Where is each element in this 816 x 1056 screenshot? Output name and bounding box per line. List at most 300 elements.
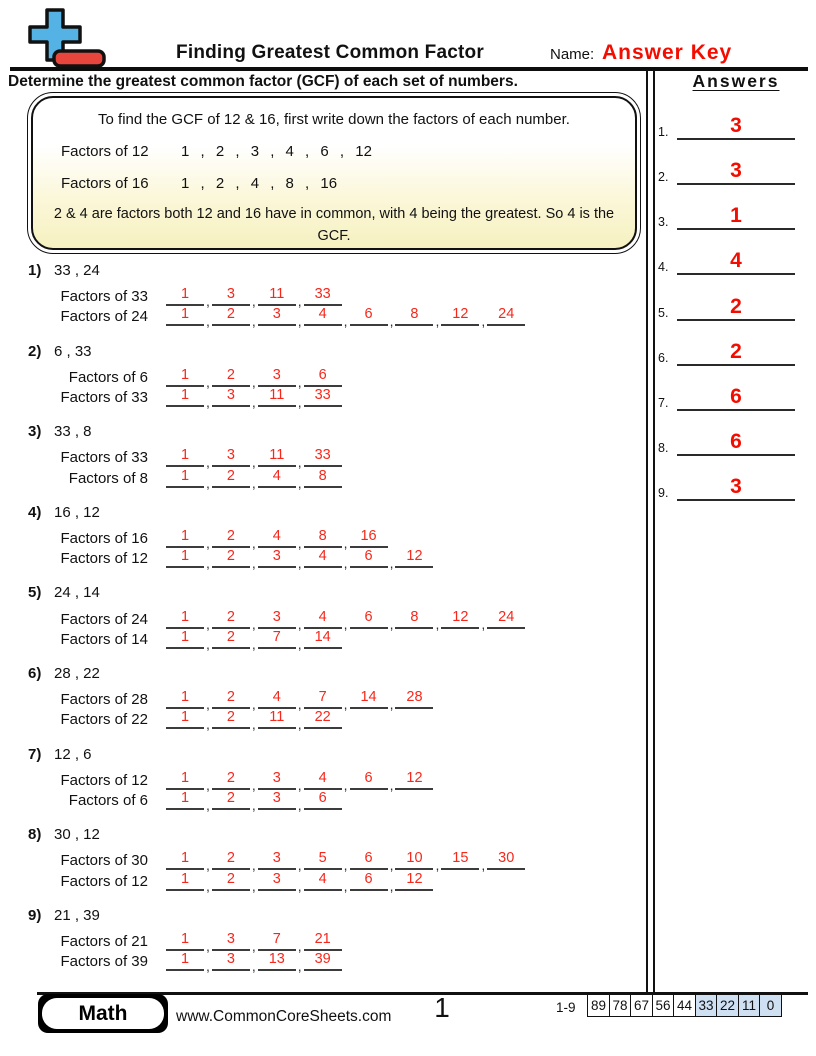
subject-badge-label: Math — [42, 998, 164, 1029]
factor-row-label: Factors of 12 — [60, 550, 148, 568]
comma-separator: , — [251, 293, 256, 310]
comma-separator: , — [389, 696, 394, 713]
comma-separator: , — [297, 958, 302, 975]
answer-blank-line — [677, 319, 795, 321]
problem-number: 3) — [28, 423, 42, 441]
comma-separator: , — [389, 776, 394, 793]
factor-answer-blank: 12 — [441, 306, 479, 326]
name-label: Name: — [550, 46, 595, 63]
factor-answer-blank: 3 — [258, 850, 296, 870]
factor-answer-blank: 3 — [258, 609, 296, 629]
comma-separator: , — [389, 555, 394, 572]
example-row-label: Factors of 16 — [61, 175, 149, 192]
answer-blank-line — [677, 228, 795, 230]
factor-answer-blank: 3 — [258, 548, 296, 568]
comma-separator: , — [206, 716, 210, 733]
comma-separator: , — [206, 454, 210, 471]
factor-row — [28, 306, 645, 330]
answer-value: 2 — [730, 294, 742, 318]
comma-separator: , — [251, 776, 256, 793]
comma-separator: , — [251, 696, 256, 713]
factor-answer-blank: 14 — [350, 689, 388, 709]
comma-separator: , — [435, 857, 440, 874]
factor-answer-blank: 24 — [487, 306, 525, 326]
comma-separator: , — [389, 857, 394, 874]
factor-row — [28, 608, 645, 632]
comma-separator: , — [206, 534, 210, 551]
comma-separator: , — [251, 313, 256, 330]
factor-blanks — [166, 286, 342, 310]
plus-minus-logo-icon — [14, 6, 110, 70]
answer-number: 6. — [658, 350, 669, 365]
comma-separator: , — [251, 796, 256, 813]
subject-badge — [38, 994, 168, 1033]
factor-row-label: Factors of 33 — [60, 288, 148, 306]
factor-answer-blank: 28 — [395, 689, 433, 709]
factor-answer-blank: 7 — [304, 689, 342, 709]
factor-answer-blank: 33 — [304, 387, 342, 407]
factor-row-label: Factors of 8 — [68, 469, 148, 487]
factor-answer-blank: 1 — [166, 548, 204, 568]
factor-answer-blank: 3 — [212, 951, 250, 971]
factor-answer-blank: 8 — [395, 609, 433, 629]
example-conclusion: 2 & 4 are factors both 12 and 16 have in common, with 4 being the greatest. So 4 is the GCF. — [53, 206, 615, 244]
answer-item — [655, 159, 805, 185]
problem-number: 4) — [28, 503, 42, 521]
problem-number: 2) — [28, 342, 42, 360]
page-number: 1 — [434, 992, 450, 1023]
factor-row-label: Factors of 6 — [68, 368, 148, 386]
problem-block — [0, 665, 645, 746]
factor-answer-blank: 2 — [212, 367, 250, 387]
factor-answer-blank: 1 — [166, 468, 204, 488]
factor-answer-blank: 4 — [258, 468, 296, 488]
answers-heading: Answers — [692, 71, 780, 91]
factor-answer-blank: 2 — [212, 770, 250, 790]
factor-answer-blank: 6 — [304, 367, 342, 387]
answer-item — [655, 340, 805, 366]
comma-separator: , — [343, 776, 348, 793]
comma-separator: , — [297, 293, 302, 310]
factor-blanks — [166, 527, 388, 551]
problem-number: 9) — [28, 906, 42, 924]
factor-answer-blank: 1 — [166, 689, 204, 709]
page-title: Finding Greatest Common Factor — [176, 42, 484, 63]
comma-separator: , — [343, 696, 348, 713]
factor-answer-blank: 2 — [212, 871, 250, 891]
factor-answer-blank: 1 — [166, 871, 204, 891]
factor-answer-blank: 4 — [304, 770, 342, 790]
factor-answer-blank: 8 — [395, 306, 433, 326]
factor-answer-blank: 1 — [166, 790, 204, 810]
answer-blank-line — [677, 454, 795, 456]
answer-number: 5. — [658, 305, 669, 320]
factor-answer-blank: 10 — [395, 850, 433, 870]
answer-number: 7. — [658, 395, 669, 410]
comma-separator: , — [251, 716, 256, 733]
factor-answer-blank: 11 — [258, 447, 296, 467]
factor-answer-blank: 2 — [212, 709, 250, 729]
answer-blank-line — [677, 183, 795, 185]
comma-separator: , — [343, 313, 348, 330]
comma-separator: , — [297, 454, 302, 471]
factor-answer-blank: 22 — [304, 709, 342, 729]
factor-row — [28, 850, 645, 874]
factor-row — [28, 789, 645, 813]
example-row-label: Factors of 12 — [61, 143, 149, 160]
answers-list — [655, 114, 805, 714]
problem-pair: 6 , 33 — [54, 342, 92, 360]
factor-answer-blank: 12 — [395, 871, 433, 891]
factor-row — [28, 386, 645, 410]
problem-number: 1) — [28, 262, 42, 279]
factor-answer-blank: 4 — [304, 609, 342, 629]
example-box — [27, 92, 641, 254]
comma-separator: , — [206, 857, 210, 874]
answer-value: 1 — [730, 204, 742, 228]
problem-block — [0, 907, 645, 988]
answer-value: 3 — [730, 114, 742, 137]
example-box-inner — [31, 96, 637, 250]
comma-separator: , — [206, 373, 210, 390]
comma-separator: , — [206, 313, 210, 330]
comma-separator: , — [206, 393, 210, 410]
problem-header — [28, 665, 645, 689]
factor-answer-blank: 33 — [304, 447, 342, 467]
factor-row-label: Factors of 22 — [60, 711, 148, 729]
factor-answer-blank: 3 — [212, 931, 250, 951]
factor-answer-blank: 2 — [212, 468, 250, 488]
problem-block — [0, 746, 645, 827]
answer-blank-line — [677, 499, 795, 501]
factor-row — [28, 930, 645, 954]
factor-answer-blank: 6 — [350, 609, 388, 629]
comma-separator: , — [389, 313, 394, 330]
factor-answer-blank: 15 — [441, 850, 479, 870]
comma-separator: , — [297, 474, 302, 491]
factor-blanks — [166, 366, 342, 390]
sidebar-divider-line — [646, 70, 648, 993]
answer-blank-line — [677, 273, 795, 275]
factor-row-label: Factors of 24 — [60, 610, 148, 628]
factor-answer-blank: 7 — [258, 629, 296, 649]
factor-blanks — [166, 789, 342, 813]
comma-separator: , — [435, 615, 440, 632]
answer-value: 3 — [730, 159, 742, 183]
factor-blanks — [166, 930, 342, 954]
answer-number: 4. — [658, 260, 669, 275]
comma-separator: , — [481, 313, 486, 330]
comma-separator: , — [206, 615, 210, 632]
problem-pair: 33 , 24 — [54, 262, 100, 279]
factor-answer-blank: 6 — [350, 770, 388, 790]
problem-pair: 16 , 12 — [54, 503, 100, 521]
answer-item — [655, 204, 805, 230]
problem-header — [28, 584, 645, 608]
answer-value: 6 — [730, 430, 742, 454]
factor-answer-blank: 6 — [350, 548, 388, 568]
comma-separator: , — [206, 293, 210, 310]
problem-pair: 33 , 8 — [54, 423, 92, 441]
factor-answer-blank: 21 — [304, 931, 342, 951]
problem-header — [28, 262, 645, 286]
factor-row — [28, 548, 645, 572]
factor-answer-blank: 1 — [166, 850, 204, 870]
factor-row — [28, 769, 645, 793]
score-cell: 44 — [673, 994, 696, 1017]
factor-blanks — [166, 447, 342, 471]
factor-answer-blank: 3 — [212, 387, 250, 407]
factor-answer-blank: 2 — [212, 629, 250, 649]
problem-header — [28, 826, 645, 850]
comma-separator: , — [297, 716, 302, 733]
comma-separator: , — [251, 937, 256, 954]
answer-item — [655, 430, 805, 456]
comma-separator: , — [297, 615, 302, 632]
answer-item — [655, 114, 805, 140]
factor-row-label: Factors of 24 — [60, 308, 148, 326]
factor-row-label: Factors of 14 — [60, 630, 148, 648]
problem-header — [28, 746, 645, 770]
factor-answer-blank: 11 — [258, 286, 296, 306]
comma-separator: , — [251, 857, 256, 874]
answer-value: 3 — [730, 475, 742, 499]
answer-number: 2. — [658, 170, 669, 185]
factor-row-label: Factors of 28 — [60, 691, 148, 709]
problem-pair: 12 , 6 — [54, 745, 92, 763]
factor-answer-blank: 39 — [304, 951, 342, 971]
answer-key-label: Answer Key — [602, 41, 733, 64]
factor-blanks — [166, 628, 342, 652]
problem-pair: 28 , 22 — [54, 664, 100, 682]
comma-separator: , — [297, 696, 302, 713]
factor-answer-blank: 1 — [166, 286, 204, 306]
comma-separator: , — [297, 877, 302, 894]
factor-blanks — [166, 548, 433, 572]
example-row-values: 1 , 2 , 4 , 8 , 16 — [181, 175, 338, 192]
factor-answer-blank: 2 — [212, 548, 250, 568]
answer-blank-line — [677, 409, 795, 411]
factor-blanks — [166, 608, 525, 632]
comma-separator: , — [343, 615, 348, 632]
problem-header — [28, 504, 645, 528]
problem-number: 8) — [28, 826, 42, 844]
problem-number: 6) — [28, 664, 42, 682]
factor-row — [28, 527, 645, 551]
score-cell: 11 — [738, 994, 761, 1017]
comma-separator: , — [297, 555, 302, 572]
factor-row-label: Factors of 12 — [60, 771, 148, 789]
comma-separator: , — [251, 635, 256, 652]
comma-separator: , — [206, 877, 210, 894]
problem-pair: 21 , 39 — [54, 906, 100, 924]
comma-separator: , — [297, 796, 302, 813]
comma-separator: , — [251, 393, 256, 410]
factor-row — [28, 447, 645, 471]
factor-answer-blank: 2 — [212, 306, 250, 326]
factor-blanks — [166, 386, 342, 410]
factor-row — [28, 709, 645, 733]
website-text: www.CommonCoreSheets.com — [176, 1008, 392, 1025]
answer-item — [655, 385, 805, 411]
factor-blanks — [166, 709, 342, 733]
problem-block — [0, 423, 645, 504]
comma-separator: , — [297, 937, 302, 954]
factor-answer-blank: 1 — [166, 951, 204, 971]
factor-row-label: Factors of 21 — [60, 932, 148, 950]
answer-item — [655, 475, 805, 501]
problem-header — [28, 907, 645, 931]
problem-pair: 24 , 14 — [54, 584, 100, 602]
factor-answer-blank: 6 — [350, 850, 388, 870]
score-cell: 0 — [759, 994, 782, 1017]
comma-separator: , — [343, 877, 348, 894]
problem-block — [0, 826, 645, 907]
example-row — [61, 175, 635, 192]
factor-answer-blank: 3 — [258, 871, 296, 891]
answer-item — [655, 295, 805, 321]
factor-answer-blank: 3 — [258, 367, 296, 387]
example-intro: To find the GCF of 12 & 16, first write down the factors of each number. — [98, 111, 570, 128]
factor-answer-blank: 1 — [166, 447, 204, 467]
factor-blanks — [166, 467, 342, 491]
comma-separator: , — [297, 776, 302, 793]
factor-row — [28, 951, 645, 975]
answer-blank-line — [677, 138, 795, 140]
example-row-values: 1 , 2 , 3 , 4 , 6 , 12 — [181, 143, 372, 160]
factor-blanks — [166, 870, 433, 894]
factor-answer-blank: 8 — [304, 468, 342, 488]
answer-value: 2 — [730, 339, 742, 363]
comma-separator: , — [343, 534, 348, 551]
score-range-label: 1-9 — [556, 1000, 576, 1015]
comma-separator: , — [435, 313, 440, 330]
score-cell: 22 — [716, 994, 739, 1017]
factor-answer-blank: 4 — [304, 306, 342, 326]
factor-answer-blank: 2 — [212, 528, 250, 548]
factor-blanks — [166, 850, 525, 874]
comma-separator: , — [206, 937, 210, 954]
factor-row-label: Factors of 33 — [60, 449, 148, 467]
comma-separator: , — [206, 696, 210, 713]
score-grid — [587, 994, 782, 1017]
factor-row — [28, 628, 645, 652]
comma-separator: , — [297, 313, 302, 330]
comma-separator: , — [343, 555, 348, 572]
factor-answer-blank: 13 — [258, 951, 296, 971]
factor-row — [28, 286, 645, 310]
factor-answer-blank: 16 — [350, 528, 388, 548]
comma-separator: , — [251, 958, 256, 975]
comma-separator: , — [297, 857, 302, 874]
factor-answer-blank: 5 — [304, 850, 342, 870]
problem-block — [0, 343, 645, 424]
comma-separator: , — [297, 393, 302, 410]
factor-answer-blank: 4 — [258, 528, 296, 548]
problem-number: 5) — [28, 584, 42, 602]
factor-row-label: Factors of 12 — [60, 872, 148, 890]
problem-pair: 30 , 12 — [54, 826, 100, 844]
factor-answer-blank: 6 — [350, 306, 388, 326]
factor-answer-blank: 12 — [441, 609, 479, 629]
score-cell: 67 — [630, 994, 653, 1017]
answer-number: 9. — [658, 486, 669, 501]
factor-answer-blank: 2 — [212, 790, 250, 810]
factor-answer-blank: 1 — [166, 770, 204, 790]
factor-blanks — [166, 306, 525, 330]
factor-answer-blank: 3 — [258, 790, 296, 810]
comma-separator: , — [206, 776, 210, 793]
answer-value: 6 — [730, 384, 742, 408]
instruction-text: Determine the greatest common factor (GCF) of each set of numbers. — [8, 73, 518, 90]
score-cell: 33 — [695, 994, 718, 1017]
comma-separator: , — [206, 555, 210, 572]
answer-number: 8. — [658, 441, 669, 456]
factor-answer-blank: 33 — [304, 286, 342, 306]
comma-separator: , — [251, 474, 256, 491]
factor-row-label: Factors of 30 — [60, 852, 148, 870]
factor-answer-blank: 3 — [258, 306, 296, 326]
comma-separator: , — [206, 635, 210, 652]
comma-separator: , — [251, 534, 256, 551]
example-row — [61, 143, 635, 160]
comma-separator: , — [251, 555, 256, 572]
problem-block — [0, 584, 645, 665]
comma-separator: , — [206, 796, 210, 813]
comma-separator: , — [251, 615, 256, 632]
factor-answer-blank: 3 — [258, 770, 296, 790]
comma-separator: , — [297, 373, 302, 390]
score-cell: 89 — [587, 994, 610, 1017]
factor-answer-blank: 2 — [212, 609, 250, 629]
factor-row-label: Factors of 39 — [60, 953, 148, 971]
factor-answer-blank: 6 — [350, 871, 388, 891]
comma-separator: , — [389, 877, 394, 894]
problem-header — [28, 343, 645, 367]
factor-answer-blank: 11 — [258, 709, 296, 729]
factor-row — [28, 366, 645, 390]
answer-item — [655, 249, 805, 275]
factor-answer-blank: 12 — [395, 548, 433, 568]
header-rule — [10, 67, 808, 71]
score-cell: 78 — [609, 994, 632, 1017]
factor-answer-blank: 11 — [258, 387, 296, 407]
factor-answer-blank: 14 — [304, 629, 342, 649]
comma-separator: , — [481, 615, 486, 632]
factor-answer-blank: 4 — [304, 871, 342, 891]
factor-answer-blank: 8 — [304, 528, 342, 548]
factor-answer-blank: 3 — [212, 447, 250, 467]
problem-header — [28, 423, 645, 447]
problem-block — [0, 504, 645, 585]
answer-blank-line — [677, 364, 795, 366]
factor-blanks — [166, 951, 342, 975]
factor-row-label: Factors of 6 — [68, 791, 148, 809]
factor-answer-blank: 30 — [487, 850, 525, 870]
problem-number: 7) — [28, 745, 42, 763]
comma-separator: , — [251, 454, 256, 471]
factor-row — [28, 689, 645, 713]
answer-value: 4 — [730, 249, 742, 273]
factor-answer-blank: 12 — [395, 770, 433, 790]
factor-answer-blank: 6 — [304, 790, 342, 810]
factor-answer-blank: 1 — [166, 367, 204, 387]
factor-answer-blank: 1 — [166, 387, 204, 407]
answer-number: 1. — [658, 125, 669, 139]
factor-answer-blank: 2 — [212, 689, 250, 709]
comma-separator: , — [343, 857, 348, 874]
factor-answer-blank: 1 — [166, 709, 204, 729]
